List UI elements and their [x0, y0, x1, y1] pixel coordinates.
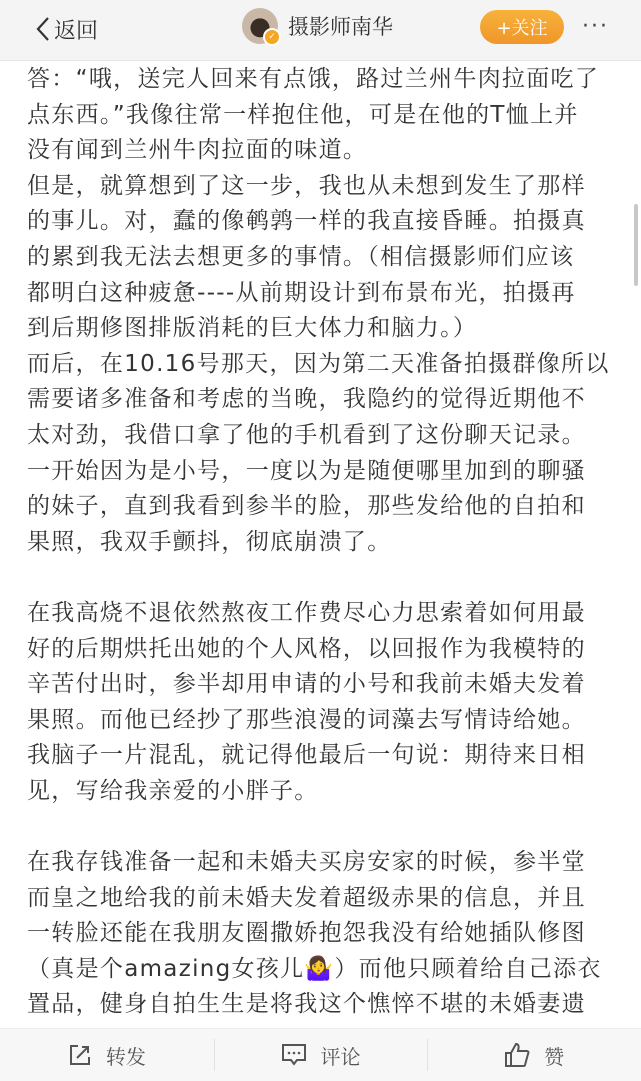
post-text-line: 但是，就算想到了这一步，我也从未想到发生了那样 [27, 172, 586, 199]
follow-button[interactable]: +关注 [480, 10, 564, 44]
post-text-line: 果照。而他已经抄了那些浪漫的词藻去写情诗给她。 [27, 706, 586, 733]
post-text-line: 需要诸多准备和考虑的当晚，我隐约的觉得近期他不 [27, 386, 586, 413]
back-button[interactable] [36, 12, 98, 46]
post-text-line: 的累到我无法去想更多的事情。（相信摄影师们应该 [27, 243, 575, 270]
post-text-line: （真是个amazing女孩儿🤷‍♀️）而他只顾着给自己添衣 [27, 955, 602, 982]
post-text-line: 在我存钱准备一起和未婚夫买房安家的时候，参半堂 [27, 849, 586, 876]
action-bar [0, 1028, 641, 1081]
comment-label: 评论 [320, 1044, 361, 1069]
author-profile[interactable] [242, 8, 393, 44]
comment-button[interactable] [214, 1029, 428, 1081]
like-button[interactable] [427, 1029, 641, 1081]
post-text-line: 置品，健身自拍生生是将我这个憔悴不堪的未婚妻遗 [27, 991, 586, 1018]
share-icon [68, 1043, 92, 1067]
thumbs-up-icon [504, 1042, 530, 1068]
comment-icon [281, 1043, 307, 1067]
chevron-left-icon [36, 16, 50, 42]
top-nav-bar [0, 0, 641, 61]
repost-label: 转发 [105, 1044, 146, 1069]
post-text-line: 而皇之地给我的前未婚夫发着超级赤果的信息，并且 [27, 884, 586, 911]
scrollbar[interactable] [634, 204, 638, 286]
verified-badge-icon: ✓ [263, 28, 281, 46]
like-label: 赞 [544, 1044, 565, 1069]
post-text-line: 在我高烧不退依然熬夜工作费尽心力思索着如何用最 [27, 599, 586, 626]
post-text-line: 辛苦付出时，参半却用申请的小号和我前未婚夫发着 [27, 671, 586, 698]
repost-button[interactable] [0, 1029, 214, 1081]
back-label: 返回 [54, 18, 99, 44]
post-text-line: 我脑子一片混乱，就记得他最后一句说：期待来日相 [27, 742, 586, 769]
avatar[interactable] [242, 8, 278, 44]
post-text-line: 的妹子，直到我看到参半的脸，那些发给他的自拍和 [27, 493, 586, 520]
more-options-icon[interactable]: ··· [582, 14, 609, 39]
post-text-line: 一转脸还能在我朋友圈撒娇抱怨我没有给她插队修图 [27, 920, 586, 947]
blank-line [27, 560, 627, 596]
post-text-line: 果照，我双手颤抖，彻底崩溃了。 [27, 528, 392, 555]
post-text-line: 见，写给我亲爱的小胖子。 [27, 777, 319, 804]
blank-line [27, 809, 627, 845]
post-text-line: 好的后期烘托出她的个人风格，以回报作为我模特的 [27, 635, 586, 662]
post-text-line: 都明白这种疲惫----从前期设计到布景布光，拍摄再 [27, 279, 576, 306]
post-text-line: 一开始因为是小号，一度以为是随便哪里加到的聊骚 [27, 457, 586, 484]
post-text-line: 没有闻到兰州牛肉拉面的味道。 [27, 137, 368, 164]
post-text-line: 到后期修图排版消耗的巨大体力和脑力。） [27, 315, 478, 342]
post-text-line: 点东西。”我像往常一样抱住他，可是在他的T恤上并 [27, 101, 579, 128]
post-text-line: 答：“哦，送完人回来有点饿，路过兰州牛肉拉面吃了 [27, 66, 600, 92]
post-text-line: 太对劲，我借口拿了他的手机看到了这份聊天记录。 [27, 421, 586, 448]
post-text-line: 而后，在10.16号那天，因为第二天准备拍摄群像所以 [27, 350, 610, 377]
author-name[interactable]: 摄影师南华 [288, 15, 393, 39]
post-body [27, 62, 627, 1023]
post-text-line: 的事儿。对，蠢的像鹌鹑一样的我直接昏睡。拍摄真 [27, 208, 586, 235]
